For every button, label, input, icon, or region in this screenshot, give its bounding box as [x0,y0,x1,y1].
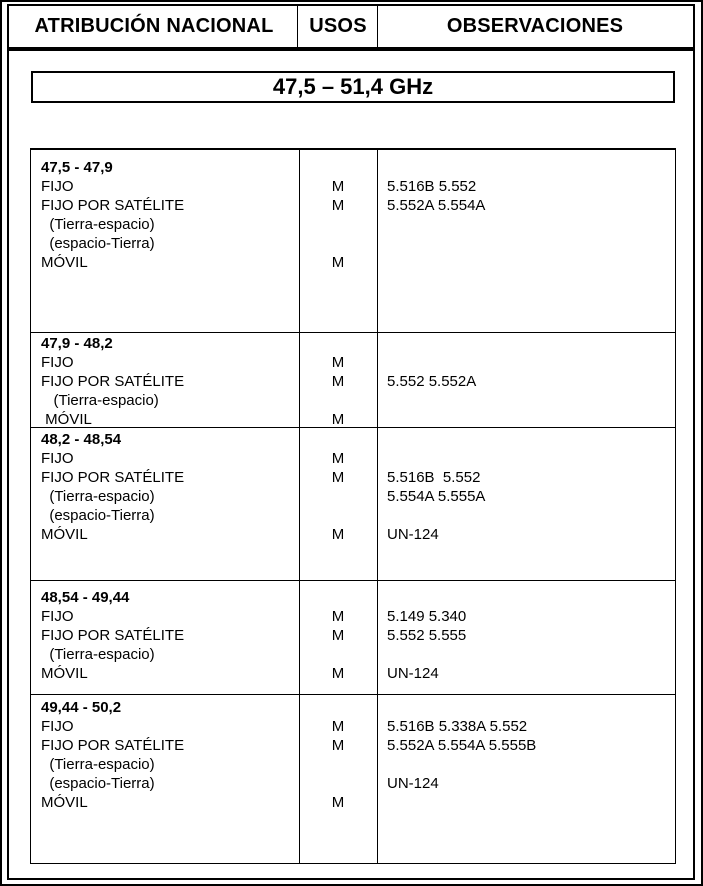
usos-cell [299,334,377,429]
cell-line [299,774,377,793]
cell-line: MÓVIL [41,794,88,811]
cell-line: M [331,450,345,467]
atribucion-cell [41,588,296,683]
cell-line: M [331,794,345,811]
cell-line [299,334,377,353]
cell-line: M [331,627,345,644]
observaciones-cell [387,158,672,272]
atribucion-cell [41,158,296,272]
allocation-table [30,148,676,864]
cell-line [299,430,377,449]
cell-line [299,755,377,774]
cell-line [387,253,672,272]
band-range: 47,9 - 48,2 [41,335,113,352]
table-row [31,698,675,866]
header-divider [297,6,298,48]
cell-line: M [331,354,345,371]
cell-line: (Tierra-espacio) [41,756,155,773]
cell-line [387,334,672,353]
cell-line: (Tierra-espacio) [41,646,155,663]
observaciones-cell [387,588,672,683]
header-usos: USOS [309,15,367,37]
cell-line: 5.552 5.552A [387,373,477,390]
cell-line [299,215,377,234]
cell-line [387,506,672,525]
cell-line: FIJO [41,354,74,371]
cell-line [387,588,672,607]
cell-line: 5.516B 5.552 [387,178,477,195]
band-range: 48,2 - 48,54 [41,431,122,448]
cell-line [299,158,377,177]
cell-line: 5.516B 5.552 [387,469,481,486]
cell-line: FIJO POR SATÉLITE [41,627,185,644]
band-range: 48,54 - 49,44 [41,589,130,606]
cell-line [387,645,672,664]
observaciones-cell [387,430,672,544]
usos-cell [299,430,377,544]
cell-line [387,449,672,468]
cell-line: (Tierra-espacio) [41,392,159,409]
cell-line [299,588,377,607]
cell-line: (espacio-Tierra) [41,235,155,252]
cell-line [387,410,672,429]
cell-line [387,698,672,717]
cell-line: FIJO POR SATÉLITE [41,373,185,390]
cell-line: M [331,469,345,486]
cell-line: (espacio-Tierra) [41,775,155,792]
cell-line: M [331,718,345,735]
cell-line: (espacio-Tierra) [41,507,155,524]
table-row [31,430,675,582]
cell-line [387,793,672,812]
cell-line: 5.516B 5.338A 5.552 [387,718,528,735]
table-row [31,334,675,429]
cell-line: M [331,254,345,271]
atribucion-cell [41,430,296,544]
cell-line [299,487,377,506]
cell-line: M [331,526,345,543]
cell-line [387,234,672,253]
band-title: 47,5 – 51,4 GHz [31,71,675,103]
cell-line: FIJO [41,450,74,467]
cell-line: FIJO [41,178,74,195]
cell-line [387,391,672,410]
header-rule [9,47,693,51]
cell-line: UN-124 [387,775,439,792]
cell-line: FIJO [41,718,74,735]
observaciones-cell [387,698,672,812]
header-atribucion: ATRIBUCIÓN NACIONAL [34,15,274,37]
cell-line: M [331,411,345,428]
cell-line: 5.149 5.340 [387,608,467,625]
atribucion-cell [41,334,296,429]
table-row [31,158,675,340]
usos-cell [299,588,377,683]
cell-line [387,215,672,234]
cell-line [299,645,377,664]
band-range: 47,5 - 47,9 [41,159,113,176]
cell-line: MÓVIL [41,411,92,428]
cell-line [299,391,377,410]
cell-line [299,234,377,253]
usos-cell [299,158,377,272]
cell-line [299,698,377,717]
header-observaciones: OBSERVACIONES [446,15,624,37]
cell-line: FIJO POR SATÉLITE [41,469,185,486]
cell-line: FIJO POR SATÉLITE [41,737,185,754]
cell-line: 5.554A 5.555A [387,488,486,505]
cell-line: M [331,608,345,625]
cell-line: FIJO [41,608,74,625]
usos-cell [299,698,377,812]
cell-line: UN-124 [387,526,439,543]
cell-line: 5.552A 5.554A [387,197,486,214]
cell-line [387,353,672,372]
cell-line: M [331,197,345,214]
cell-line [387,430,672,449]
cell-line: (Tierra-espacio) [41,216,155,233]
cell-line: MÓVIL [41,526,88,543]
atribucion-cell [41,698,296,812]
cell-line [387,755,672,774]
cell-line: M [331,373,345,390]
cell-line: M [331,665,345,682]
cell-line: (Tierra-espacio) [41,488,155,505]
table-header [9,6,693,46]
cell-line: MÓVIL [41,254,88,271]
cell-line: UN-124 [387,665,439,682]
header-divider [377,6,378,48]
cell-line [387,158,672,177]
cell-line: M [331,737,345,754]
table-row [31,588,675,702]
cell-line: MÓVIL [41,665,88,682]
band-range: 49,44 - 50,2 [41,699,122,716]
cell-line [299,506,377,525]
cell-line: M [331,178,345,195]
cell-line: FIJO POR SATÉLITE [41,197,185,214]
cell-line: 5.552A 5.554A 5.555B [387,737,537,754]
cell-line: 5.552 5.555 [387,627,467,644]
observaciones-cell [387,334,672,429]
